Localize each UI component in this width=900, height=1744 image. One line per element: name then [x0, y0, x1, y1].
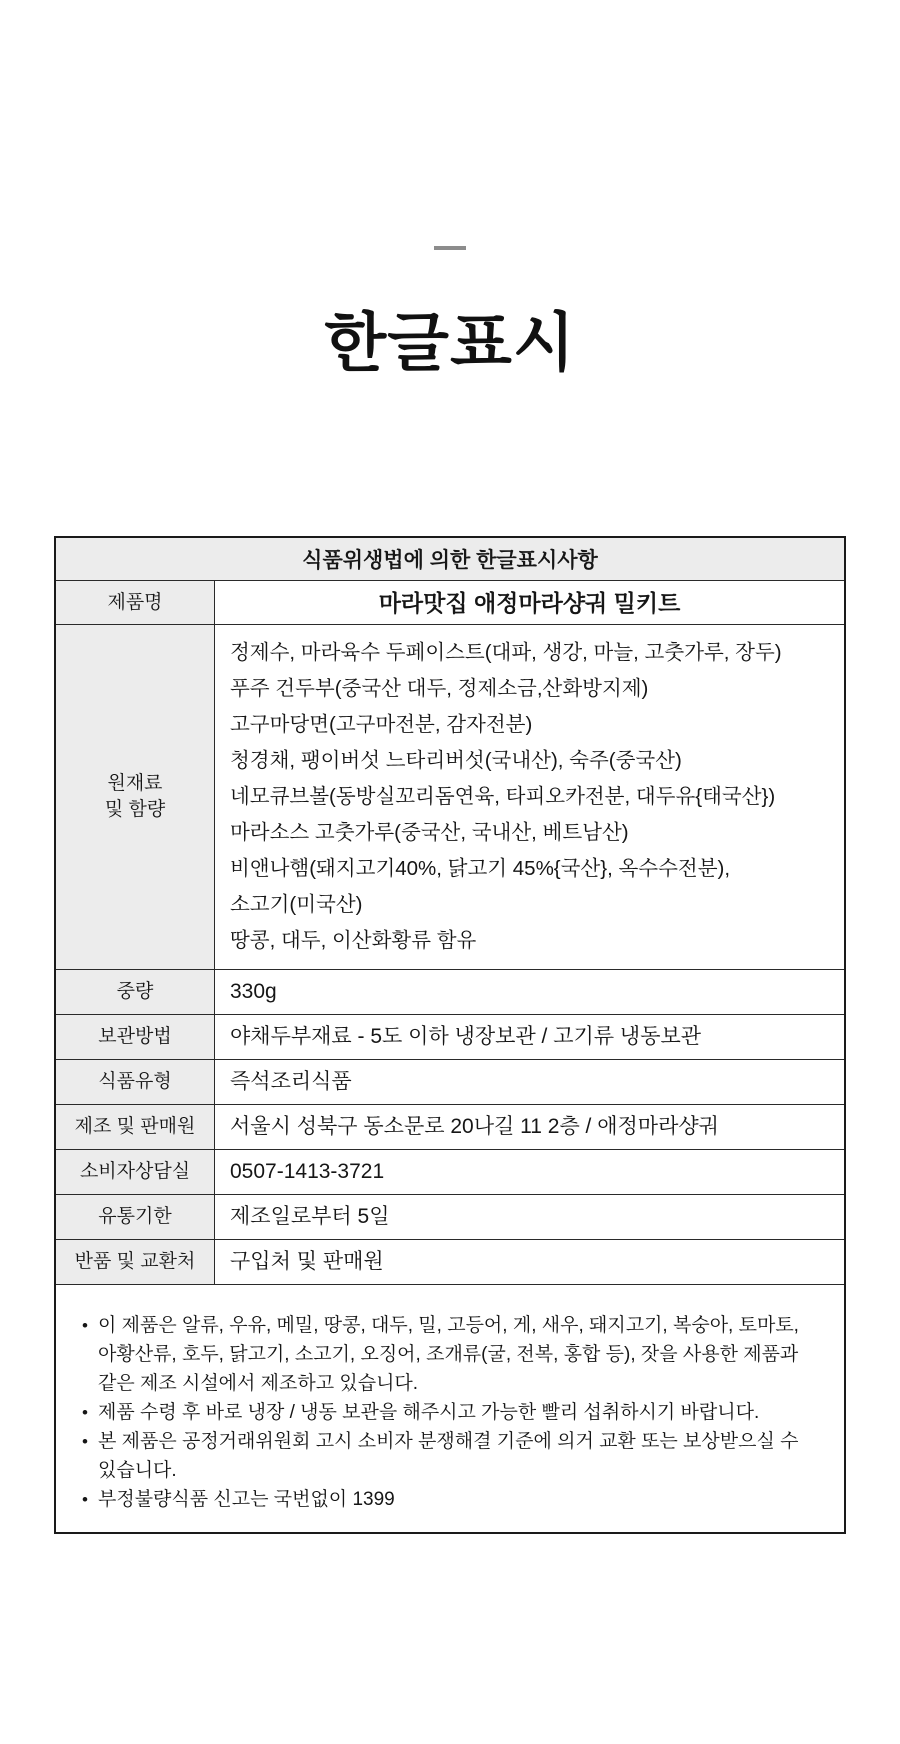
return-exchange-value: 구입처 및 판매원	[230, 1250, 384, 1273]
ingredient-line: 청경채, 팽이버섯 느타리버섯(국내산), 숙주(중국산)	[230, 749, 682, 772]
notes-section	[56, 1284, 844, 1532]
product-name-value: 마라맛집 애정마라샹궈 밀키트	[378, 589, 681, 616]
manufacturer-value: 서울시 성북구 동소문로 20나길 11 2층 / 애정마라샹궈	[230, 1115, 719, 1138]
table-row-shelf-life	[56, 1194, 844, 1239]
ingredient-line: 소고기(미국산)	[230, 893, 363, 916]
food-type-value: 즉석조리식품	[230, 1070, 352, 1093]
page-title: 한글표시	[324, 307, 576, 379]
table-row-food-type	[56, 1059, 844, 1104]
note-item	[82, 1427, 816, 1485]
bullet-icon: •	[82, 1316, 88, 1335]
table-row-ingredients	[56, 624, 844, 969]
ingredients-label-line1: 원재료	[107, 773, 163, 794]
table-row-consumer-center	[56, 1149, 844, 1194]
ingredient-line: 정제수, 마라육수 두페이스트(대파, 생강, 마늘, 고춧가루, 장두)	[230, 641, 782, 664]
note-text: 본 제품은 공정거래위원회 고시 소비자 분쟁해결 기준에 의거 교환 또는 보상받으실 수 있습니다.	[98, 1431, 799, 1481]
note-item	[82, 1398, 816, 1427]
storage-value: 야채두부재료 - 5도 이하 냉장보관 / 고기류 냉동보관	[230, 1025, 702, 1048]
manufacturer-label: 제조 및 판매원	[56, 1105, 215, 1149]
table-row-weight	[56, 969, 844, 1014]
food-label-table	[54, 536, 846, 1534]
ingredient-line: 마라소스 고춧가루(중국산, 국내산, 베트남산)	[230, 821, 629, 844]
table-row-manufacturer	[56, 1104, 844, 1149]
product-name-label: 제품명	[56, 581, 215, 624]
ingredients-value	[215, 625, 844, 969]
table-row-return-exchange	[56, 1239, 844, 1284]
note-text: 이 제품은 알류, 우유, 메밀, 땅콩, 대두, 밀, 고등어, 게, 새우, 돼지고기, 복숭아, 토마토, 아황산류, 호두, 닭고기, 소고기, 오징어, 조개류(굴, 전복, 홍합 등), 잣을 사용한 제품과 같은 제조 시설에서 제조하고 있습니다.	[98, 1315, 799, 1394]
weight-value: 330g	[230, 980, 277, 1003]
note-item	[82, 1485, 816, 1514]
note-item	[82, 1311, 816, 1398]
table-header-row	[56, 538, 844, 580]
ingredient-line: 고구마당면(고구마전분, 감자전분)	[230, 713, 533, 736]
note-text: 제품 수령 후 바로 냉장 / 냉동 보관을 해주시고 가능한 빨리 섭취하시기 바랍니다.	[98, 1402, 760, 1423]
decorative-dash	[434, 246, 466, 250]
return-exchange-label: 반품 및 교환처	[56, 1240, 215, 1284]
note-text: 부정불량식품 신고는 국번없이 1399	[98, 1489, 395, 1510]
ingredients-label	[56, 625, 215, 969]
ingredient-line: 푸주 건두부(중국산 대두, 정제소금,산화방지제)	[230, 677, 649, 700]
table-row-product-name	[56, 580, 844, 624]
bullet-icon: •	[82, 1490, 88, 1509]
consumer-center-value: 0507-1413-3721	[230, 1160, 385, 1183]
shelf-life-value: 제조일로부터 5일	[230, 1205, 390, 1228]
consumer-center-label: 소비자상담실	[56, 1150, 215, 1194]
bullet-icon: •	[82, 1403, 88, 1422]
ingredient-line: 땅콩, 대두, 이산화황류 함유	[230, 929, 477, 952]
bullet-icon: •	[82, 1432, 88, 1451]
weight-label: 중량	[56, 970, 215, 1014]
storage-label: 보관방법	[56, 1015, 215, 1059]
ingredient-line: 네모큐브볼(동방실꼬리돔연육, 타피오카전분, 대두유{태국산})	[230, 785, 776, 808]
food-type-label: 식품유형	[56, 1060, 215, 1104]
ingredients-label-line2: 및 함량	[104, 799, 166, 820]
ingredient-line: 비앤나햄(돼지고기40%, 닭고기 45%{국산}, 옥수수전분),	[230, 857, 731, 880]
table-header-text: 식품위생법에 의한 한글표시사항	[302, 549, 598, 572]
table-row-storage	[56, 1014, 844, 1059]
shelf-life-label: 유통기한	[56, 1195, 215, 1239]
